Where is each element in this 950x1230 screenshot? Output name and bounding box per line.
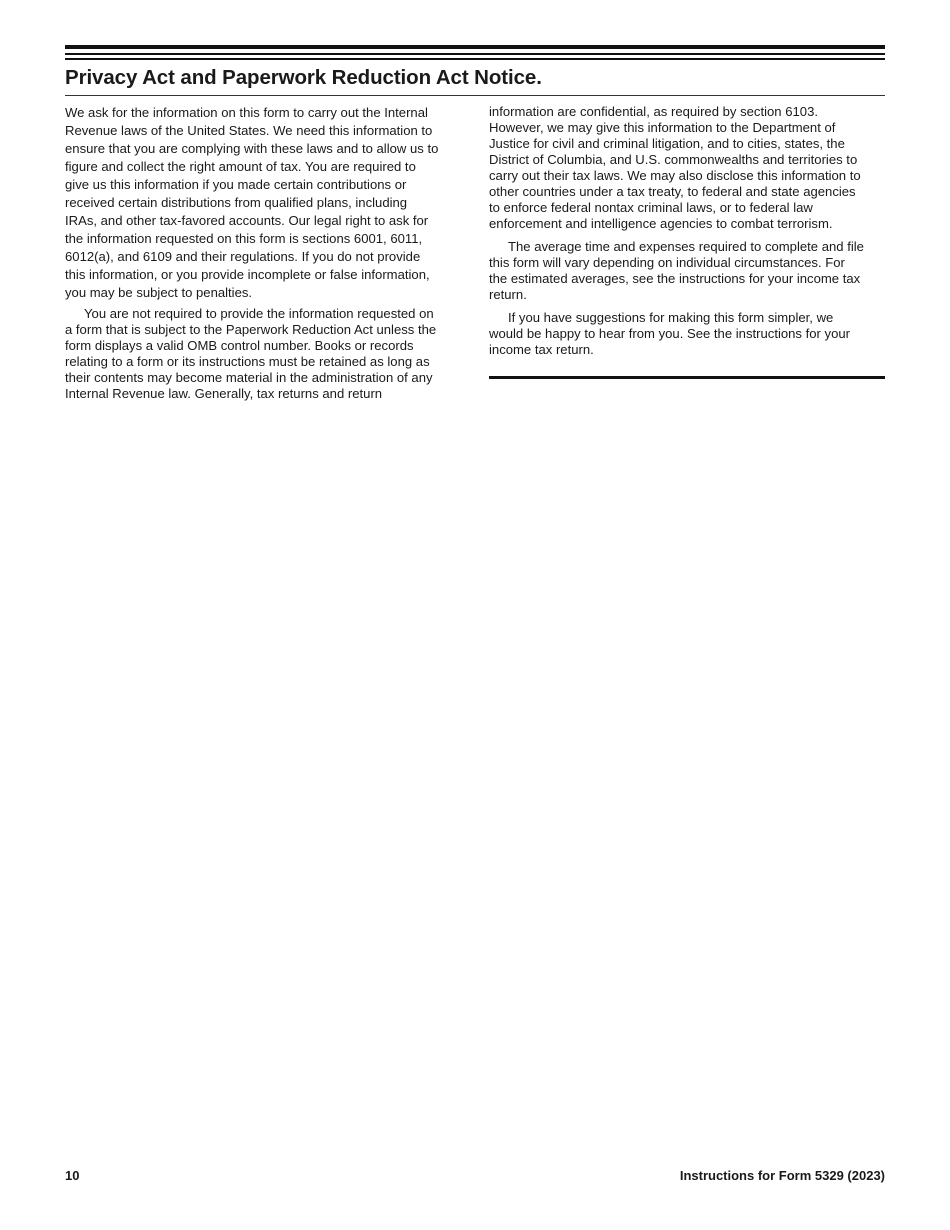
text-line: relating to a form or its instructions must be retained as long as [65,354,430,369]
text-line: return. [489,287,527,302]
text-line: the estimated averages, see the instructions for your income tax [489,271,861,286]
text-line: received certain distributions from qualified plans, including [65,195,408,210]
text-line: IRAs, and other tax-favored accounts. Our legal right to ask for [65,213,429,228]
text-line: this information, or you provide incomplete or false information, [65,267,430,282]
right-column [489,104,885,358]
text-line: to enforce federal nontax criminal laws, or to federal law [489,200,813,215]
text-line: Revenue laws of the United States. We need this information to [65,123,433,138]
text-line: 6012(a), and 6109 and their regulations. If you do not provide [65,249,421,264]
left-paragraph-1 [65,104,457,302]
text-line: District of Columbia, and U.S. commonwealths and territories to [489,152,858,167]
text-line: You are not required to provide the information requested on [84,306,434,321]
text-line: other countries under a tax treaty, to federal and state agencies [489,184,856,199]
text-line: carry out their tax laws. We may also disclose this information to [489,168,861,183]
text-line: Justice for civil and criminal litigation, and to cities, states, the [489,136,845,151]
text-line: give us this information if you made certain contributions or [65,177,407,192]
text-line: form displays a valid OMB control number. Books or records [65,338,414,353]
top-thin-rule [65,53,885,55]
top-thick-rule [65,45,885,49]
right-paragraph-1 [489,104,885,232]
right-paragraph-2 [489,239,885,303]
page-number: 10 [65,1168,80,1183]
right-paragraph-3 [489,310,885,358]
heading-underline [65,95,885,96]
left-paragraph-2 [65,306,457,402]
left-column [65,104,457,402]
top-thin-rule-2 [65,58,885,60]
text-line: the information requested on this form is sections 6001, 6011, [65,231,423,246]
text-line: If you have suggestions for making this form simpler, we [508,310,834,325]
section-heading: Privacy Act and Paperwork Reduction Act Notice. [65,66,542,89]
text-line: income tax return. [489,342,594,357]
text-line: would be happy to hear from you. See the instructions for your [489,326,851,341]
text-line: ensure that you are complying with these laws and to allow us to [65,141,439,156]
text-line: Internal Revenue law. Generally, tax returns and return [65,386,383,401]
text-line: their contents may become material in the administration of any [65,370,433,385]
text-line: you may be subject to penalties. [65,285,253,300]
text-line: However, we may give this information to the Department of [489,120,836,135]
text-line: a form that is subject to the Paperwork Reduction Act unless the [65,322,437,337]
text-line: this form will vary depending on individual circumstances. For [489,255,845,270]
text-line: enforcement and intelligence agencies to combat terrorism. [489,216,833,231]
form-title: Instructions for Form 5329 (2023) [679,1168,885,1183]
section-end-rule [489,376,885,379]
text-line: We ask for the information on this form to carry out the Internal [65,105,428,120]
text-line: figure and collect the right amount of tax. You are required to [65,159,416,174]
text-line: information are confidential, as required by section 6103. [489,104,818,119]
text-line: The average time and expenses required to complete and file [508,239,864,254]
